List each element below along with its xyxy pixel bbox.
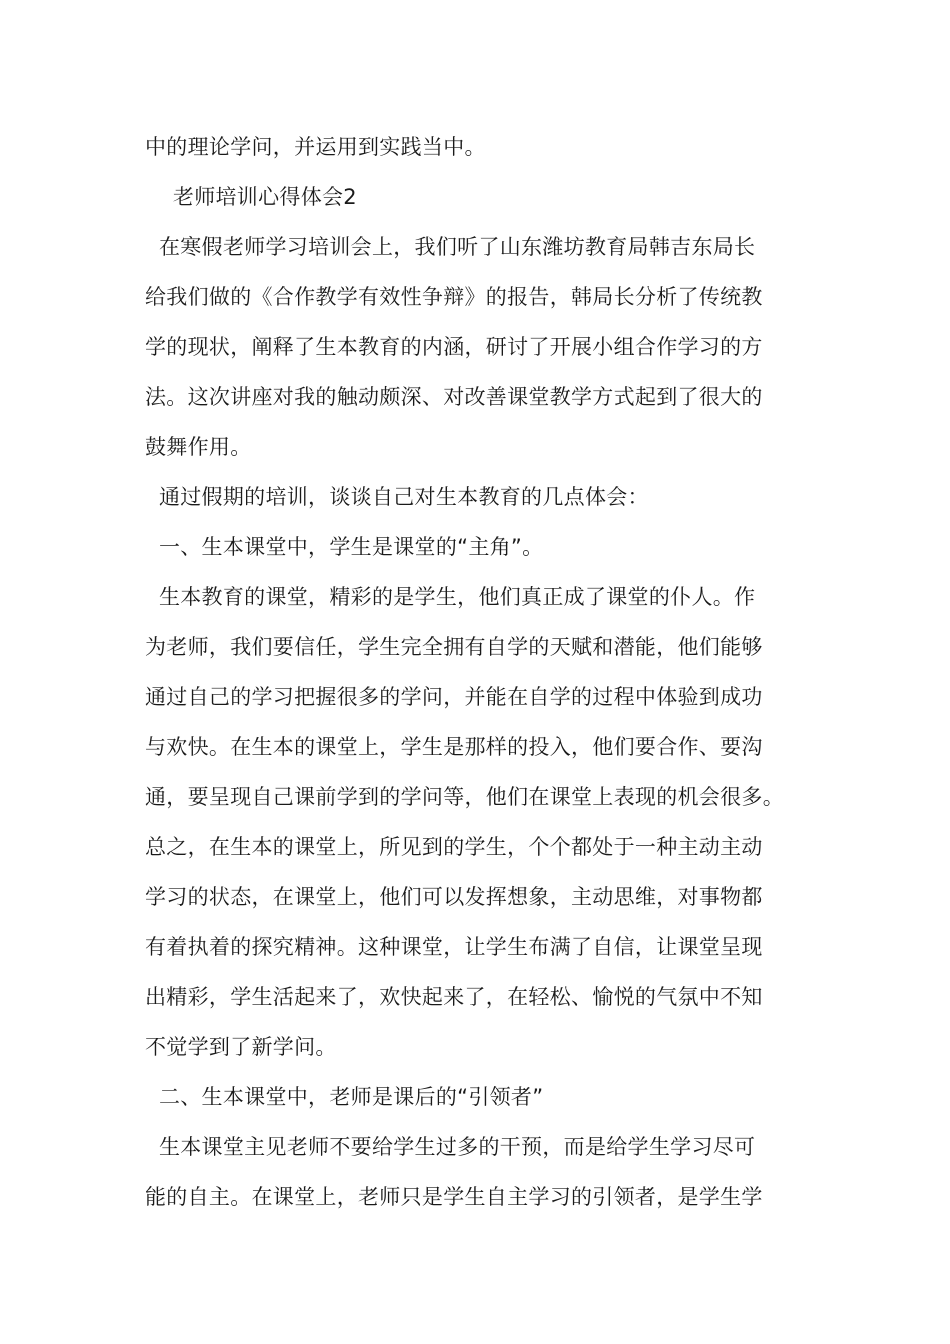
subheading: 二、生本课堂中，老师是课后的“引领者” xyxy=(145,1085,544,1109)
text-line: 生本课堂主见老师不要给学生过多的干预，而是给学生学习尽可 xyxy=(145,1135,756,1159)
text-line: 给我们做的《合作教学有效性争辩》的报告，韩局长分析了传统教 xyxy=(145,285,763,309)
document-body xyxy=(145,122,825,1222)
text-line: 法。这次讲座对我的触动颇深、对改善课堂教学方式起到了很大的 xyxy=(145,385,763,409)
text-line: 中的理论学问，并运用到实践当中。 xyxy=(145,135,486,159)
text-line: 与欢快。在生本的课堂上，学生是那样的投入，他们要合作、要沟 xyxy=(145,735,763,759)
text-line: 通过假期的培训，谈谈自己对生本教育的几点体会： xyxy=(145,485,649,509)
text-line: 生本教育的课堂，精彩的是学生，他们真正成了课堂的仆人。作 xyxy=(145,585,756,609)
subheading: 一、生本课堂中，学生是课堂的“主角”。 xyxy=(145,535,544,559)
text-line: 出精彩，学生活起来了，欢快起来了，在轻松、愉悦的气氛中不知 xyxy=(145,985,763,1009)
text-line: 通，要呈现自己课前学到的学问等，他们在课堂上表现的机会很多。 xyxy=(145,785,784,809)
text-line: 有着执着的探究精神。这种课堂，让学生布满了自信，让课堂呈现 xyxy=(145,935,763,959)
text-line: 通过自己的学习把握很多的学问，并能在自学的过程中体验到成功 xyxy=(145,685,763,709)
section-heading: 老师培训心得体会2 xyxy=(145,185,357,209)
text-line: 学的现状，阐释了生本教育的内涵，研讨了开展小组合作学习的方 xyxy=(145,335,763,359)
text-line: 在寒假老师学习培训会上，我们听了山东潍坊教育局韩吉东局长 xyxy=(145,235,756,259)
text-line: 能的自主。在课堂上，老师只是学生自主学习的引领者，是学生学 xyxy=(145,1185,763,1209)
text-line: 为老师，我们要信任，学生完全拥有自学的天赋和潜能，他们能够 xyxy=(145,635,763,659)
text-line: 鼓舞作用。 xyxy=(145,435,252,459)
text-line: 学习的状态，在课堂上，他们可以发挥想象，主动思维，对事物都 xyxy=(145,885,763,909)
text-line: 总之，在生本的课堂上，所见到的学生，个个都处于一种主动主动 xyxy=(145,835,763,859)
text-line: 不觉学到了新学问。 xyxy=(145,1035,337,1059)
